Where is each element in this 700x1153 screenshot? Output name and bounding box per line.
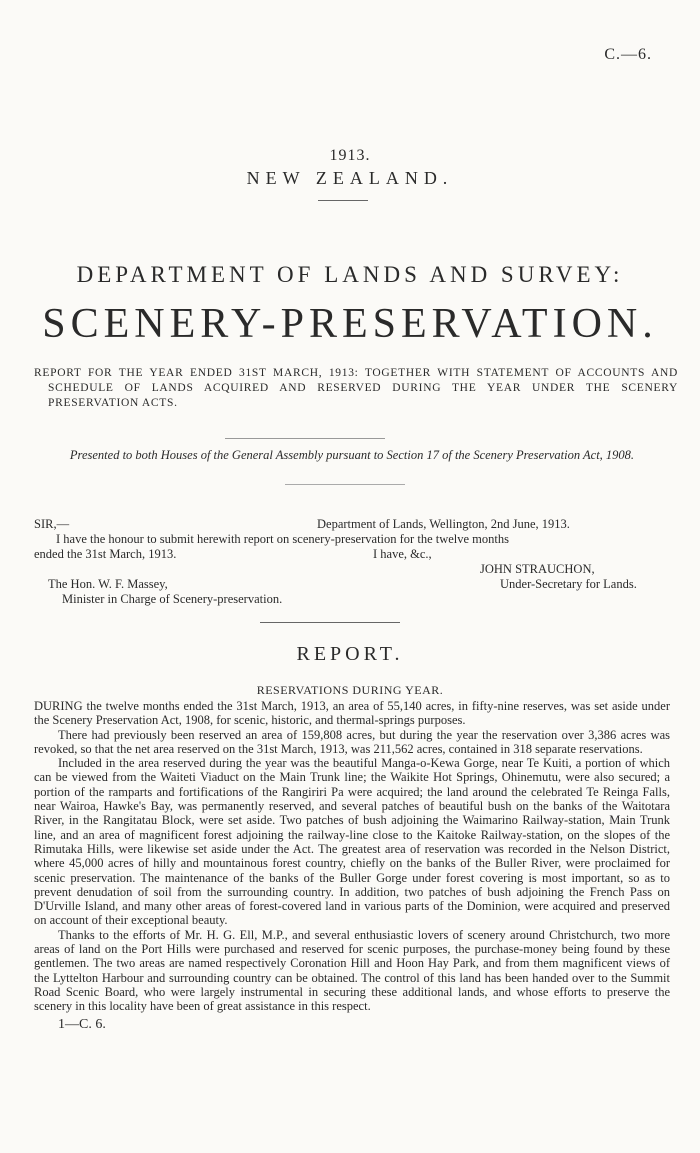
document-subtitle: REPORT FOR THE YEAR ENDED 31ST MARCH, 1913: TOGETHER WITH STATEMENT OF ACCOUNTS AND SCHEDULE OF LANDS ACQUIRED AND RESERVED DURING THE YEAR UNDER THE SCENERY PRESERVATION ACTS. <box>34 367 678 409</box>
department-heading: DEPARTMENT OF LANDS AND SURVEY: <box>76 262 624 287</box>
document-year: 1913. <box>329 147 371 164</box>
letter-body-line: I have the honour to submit herewith report on scenery-preservation for the twelve months <box>56 532 509 546</box>
section-heading: RESERVATIONS DURING YEAR. <box>256 683 444 697</box>
lead-word: DURING <box>34 699 83 713</box>
divider-rule <box>318 200 368 201</box>
page-footer-ref: 1—C. 6. <box>58 1016 106 1032</box>
report-heading: REPORT. <box>296 643 404 665</box>
document-reference: C.—6. <box>604 46 652 63</box>
document-title: SCENERY-PRESERVATION. <box>42 301 658 347</box>
country-heading: NEW ZEALAND. <box>246 168 454 188</box>
report-paragraph: DURING the twelve months ended the 31st March, 1913, an area of 55,140 acres, in fifty-nine reserves, was set aside under the Scenery Preservation Act, 1908, for scenic, historic, and thermal-springs purposes. <box>34 699 670 728</box>
report-paragraph: Included in the area reserved during the year was the beautiful Manga-o-Kewa Gorge, near Te Kuiti, a portion of which can be viewed from the Waiteti Viaduct on the Main Trunk line; the Waikite Hot Springs, Ohinemutu, were also secured; a portion of the ramparts and fortifications of the Rangiriri Pa were acquired; the land around the celebrated Te Reinga Falls, near Wairoa, Hawke's Bay, was permanently reserved, and several patches of beautiful bush on the banks of the Waitotara River, in the Rangitatau Block, were set aside. Two patches of bush adjoining the Waimarino Railway-station, Main Trunk line, and an area of magnificent forest adjoining the railway-line close to the Kaitoke Railway-station, on the slopes of the Rimutaka Hills, were likewise set aside under the Act. The greatest area of reservation was recorded in the Nelson District, where 45,000 acres of hilly and mountainous forest country, chiefly on the banks of the Buller River, were proclaimed for scenic preservation. The maintenance of the banks of the Buller Gorge under forest covering is most important, so as to prevent denudation of soil from the surrounding country. In addition, two patches of bush adjoining the French Pass on D'Urville Island, and many other areas of forest-covered land in various parts of the Dominion, were acquired and preserved on account of their exceptional beauty. <box>34 756 670 928</box>
letter-signatory: JOHN STRAUCHON, <box>480 562 595 576</box>
letter-recipient: The Hon. W. F. Massey, <box>48 577 168 591</box>
report-paragraph: There had previously been reserved an area of 159,808 acres, but during the year the reservation over 3,386 acres was revoked, so that the net area reserved on the 31st March, 1913, was 211,562 acres, contained in 318 separate reservations. <box>34 727 670 756</box>
divider-rule <box>285 484 405 485</box>
letter-address: Department of Lands, Wellington, 2nd June, 1913. <box>317 517 570 531</box>
letter-body-line: ended the 31st March, 1913. <box>34 547 177 561</box>
report-body <box>34 699 670 1032</box>
letter-salutation: SIR,— <box>34 517 70 531</box>
presentation-note: Presented to both Houses of the General Assembly pursuant to Section 17 of the Scenery Preservation Act, 1908. <box>69 448 635 462</box>
letter-closing: I have, &c., <box>373 547 432 561</box>
divider-rule <box>260 622 400 623</box>
report-paragraph: Thanks to the efforts of Mr. H. G. Ell, M.P., and several enthusiastic lovers of scenery around Christchurch, two more areas of land on the Port Hills were purchased and reserved for scenic purposes, the purchase-money being found by these gentlemen. The two areas are named respectively Coronation Hill and Hoon Hay Park, and from them magnificent views of the Lyttelton Harbour and surrounding country can be obtained. The control of this land has been handed over to the Summit Road Scenic Board, who were largely instrumental in securing these additional lands, and whose efforts to preserve the scenery in this locality have been of great assistance in this respect. <box>34 927 670 1014</box>
divider-rule <box>225 438 385 439</box>
letter-recipient-title: Minister in Charge of Scenery-preservation. <box>62 592 283 606</box>
letter-signatory-title: Under-Secretary for Lands. <box>500 577 637 591</box>
